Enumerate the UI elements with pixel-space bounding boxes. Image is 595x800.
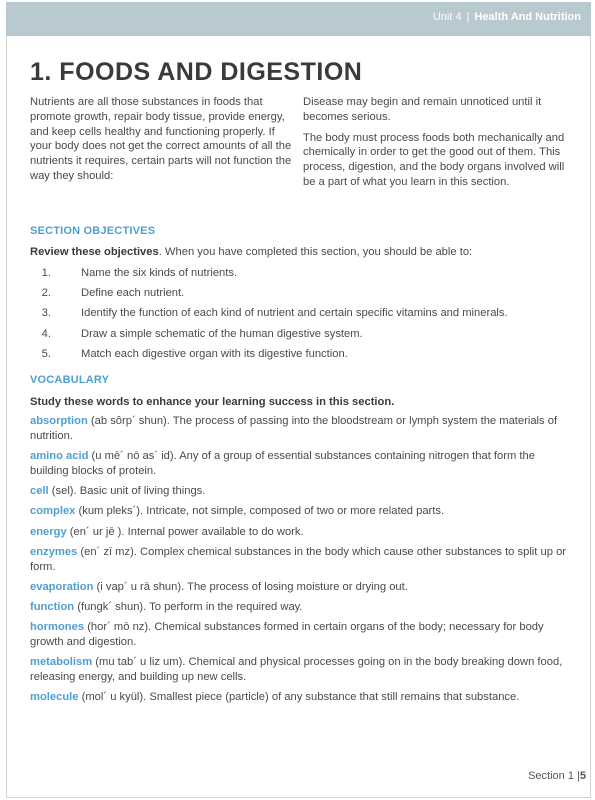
vocab-definition: (i vap´ u rā shun). The process of losing moisture or drying out. bbox=[93, 580, 408, 593]
page-title: 1. FOODS AND DIGESTION bbox=[30, 58, 363, 86]
vocab-term: cell bbox=[30, 485, 49, 497]
footer-section-label: Section 1 bbox=[528, 770, 574, 782]
vocab-entry-enzymes bbox=[30, 545, 570, 574]
subject-label: Health And Nutrition bbox=[474, 11, 581, 23]
vocabulary-list bbox=[30, 414, 570, 711]
vocab-definition: (sel). Basic unit of living things. bbox=[48, 485, 206, 497]
objective-item bbox=[30, 327, 570, 341]
objective-item bbox=[30, 266, 570, 280]
intro-paragraph-1: Disease may begin and remain unnoticed until it becomes serious. bbox=[303, 96, 542, 123]
vocab-term: function bbox=[30, 601, 75, 614]
vocab-entry-function bbox=[30, 600, 570, 615]
intro-paragraph: Nutrients are all those substances in foods that promote growth, repair body tissue, provide energy, and keep cells healthy and functioning properly. If your body does not get the correct amounts of all the nutrients it requires, certain parts will not function the way they should: bbox=[30, 96, 292, 182]
vocab-term: complex bbox=[30, 505, 76, 518]
objectives-lead bbox=[30, 246, 570, 258]
vocab-term: amino acid bbox=[30, 450, 89, 462]
page-header bbox=[6, 2, 591, 36]
objectives-list bbox=[30, 266, 570, 367]
vocab-definition: (fungk´ shun). To perform in the required way. bbox=[74, 601, 303, 614]
vocab-entry-cell bbox=[30, 484, 570, 499]
page-number: 5 bbox=[579, 770, 586, 782]
vocab-term: energy bbox=[30, 525, 67, 538]
vocab-term: enzymes bbox=[30, 545, 78, 558]
vocab-definition: (en´ zī mz). Complex chemical substances in the body which cause other substances to split up or form. bbox=[30, 545, 567, 573]
vocabulary-lead bbox=[30, 396, 570, 408]
vocab-definition: (en´ ur jē ). Internal power available to do work. bbox=[66, 525, 304, 538]
vocab-definition: (mol´ u kyül). Smallest piece (particle) of any substance that still remains that substance. bbox=[78, 691, 520, 704]
objective-text: Draw a simple schematic of the human digestive system. bbox=[81, 327, 363, 340]
vocab-term: metabolism bbox=[30, 656, 93, 669]
objective-item bbox=[30, 306, 570, 320]
intro-left-column bbox=[30, 95, 292, 184]
vocab-entry-hormones bbox=[30, 620, 570, 649]
intro-right-column bbox=[303, 95, 565, 190]
vocab-term: hormones bbox=[30, 621, 85, 634]
objective-number: 3. bbox=[41, 307, 51, 320]
intro-paragraph-2: The body must process foods both mechanically and chemically in order to get the good out of them. This process, digestion, and the body organs involved will be a part of what you learn in this section. bbox=[303, 131, 565, 188]
footer-separator: | bbox=[577, 770, 580, 782]
vocab-term: molecule bbox=[30, 691, 79, 704]
vocab-definition: (u mē´ nō as´ id). Any of a group of essential substances containing nitrogen that form the building blocks of protein. bbox=[30, 450, 535, 477]
objective-item bbox=[30, 286, 570, 300]
objective-text: Name the six kinds of nutrients. bbox=[81, 267, 238, 279]
objectives-lead-bold: Review these objectives bbox=[30, 246, 159, 258]
objective-text: Match each digestive organ with its digestive function. bbox=[81, 347, 348, 360]
vocab-entry-molecule bbox=[30, 690, 570, 705]
vocab-definition: (hor´ mō nz). Chemical substances formed in certain organs of the body; necessary for body growth and digestion. bbox=[30, 621, 544, 649]
vocab-entry-energy bbox=[30, 525, 570, 540]
section-objectives-heading: SECTION OBJECTIVES bbox=[30, 225, 156, 237]
objective-number: 1. bbox=[41, 267, 51, 279]
objective-number: 2. bbox=[41, 287, 51, 300]
vocab-definition: (ab sôrp´ shun). The process of passing into the bloodstream or lymph system the materials of nutrition. bbox=[30, 415, 558, 442]
vocabulary-lead-text: Study these words to enhance your learning success in this section. bbox=[30, 396, 395, 408]
objective-item bbox=[30, 347, 570, 361]
objective-number: 5. bbox=[41, 347, 51, 360]
vocab-entry-evaporation bbox=[30, 580, 570, 595]
objective-number: 4. bbox=[41, 327, 51, 340]
unit-label: Unit 4 bbox=[432, 11, 462, 23]
header-separator: | bbox=[466, 11, 470, 23]
vocab-definition: (mu tab´ u liz um). Chemical and physical processes going on in the body breaking down food, releasing energy, and building up new cells. bbox=[30, 656, 563, 684]
objectives-lead-rest: . When you have completed this section, you should be able to: bbox=[158, 246, 473, 258]
vocab-entry-absorption bbox=[30, 414, 570, 443]
vocabulary-heading: VOCABULARY bbox=[30, 374, 110, 386]
vocab-entry-metabolism bbox=[30, 655, 570, 684]
vocab-entry-amino-acid bbox=[30, 449, 570, 478]
page-footer bbox=[528, 770, 586, 782]
vocab-entry-complex bbox=[30, 504, 570, 519]
vocab-definition: (kum pleks´). Intricate, not simple, composed of two or more related parts. bbox=[75, 505, 445, 518]
header-title bbox=[433, 11, 581, 23]
vocab-term: evaporation bbox=[30, 580, 94, 593]
vocab-term: absorption bbox=[30, 415, 88, 427]
objective-text: Identify the function of each kind of nutrient and certain specific vitamins and minerals. bbox=[81, 307, 508, 320]
objective-text: Define each nutrient. bbox=[81, 287, 185, 300]
